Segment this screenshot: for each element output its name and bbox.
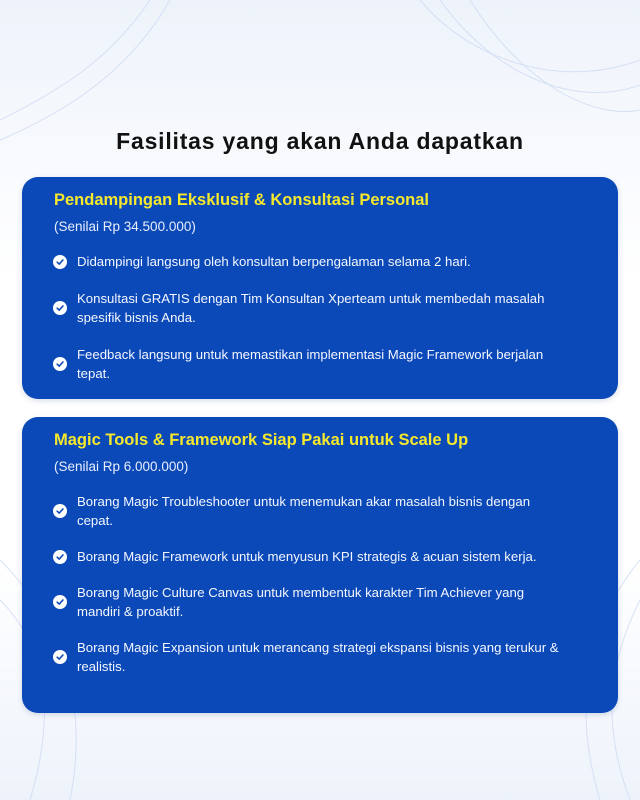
list-item-text: Borang Magic Troubleshooter untuk menemukan akar masalah bisnis dengan cepat.	[77, 494, 531, 528]
benefit-list	[54, 252, 588, 383]
check-circle-icon	[53, 301, 67, 315]
card-title: Pendampingan Eksklusif & Konsultasi Personal	[54, 191, 430, 209]
list-item-text: Didampingi langsung oleh konsultan berpengalaman selama 2 hari.	[77, 254, 471, 269]
check-circle-icon	[53, 255, 67, 269]
card-value: (Senilai Rp 34.500.000)	[54, 219, 196, 234]
list-item	[54, 638, 588, 676]
list-item	[54, 289, 588, 327]
check-circle-icon	[53, 595, 67, 609]
check-circle-icon	[53, 357, 67, 371]
list-item-text: Borang Magic Expansion untuk merancang strategi ekspansi bisnis yang terukur & realistis.	[77, 640, 559, 674]
benefit-list	[54, 492, 588, 676]
facility-card-mentoring	[22, 177, 618, 399]
card-value: (Senilai Rp 6.000.000)	[54, 459, 189, 474]
page-title: Fasilitas yang akan Anda dapatkan	[116, 128, 524, 154]
list-item	[54, 252, 588, 271]
list-item-text: Feedback langsung untuk memastikan implementasi Magic Framework berjalan tepat.	[77, 347, 544, 381]
list-item	[54, 547, 588, 566]
list-item-text: Borang Magic Framework untuk menyusun KPI strategis & acuan sistem kerja.	[77, 549, 537, 564]
facility-card-tools	[22, 417, 618, 713]
list-item	[54, 345, 588, 383]
check-circle-icon	[53, 504, 67, 518]
list-item-text: Konsultasi GRATIS dengan Tim Konsultan Xperteam untuk membedah masalah spesifik bisnis Anda.	[77, 291, 545, 325]
check-circle-icon	[53, 550, 67, 564]
list-item-text: Borang Magic Culture Canvas untuk membentuk karakter Tim Achiever yang mandiri & proaktif.	[77, 585, 525, 619]
check-circle-icon	[53, 650, 67, 664]
list-item	[54, 583, 588, 621]
list-item	[54, 492, 588, 530]
card-title: Magic Tools & Framework Siap Pakai untuk Scale Up	[54, 431, 469, 449]
